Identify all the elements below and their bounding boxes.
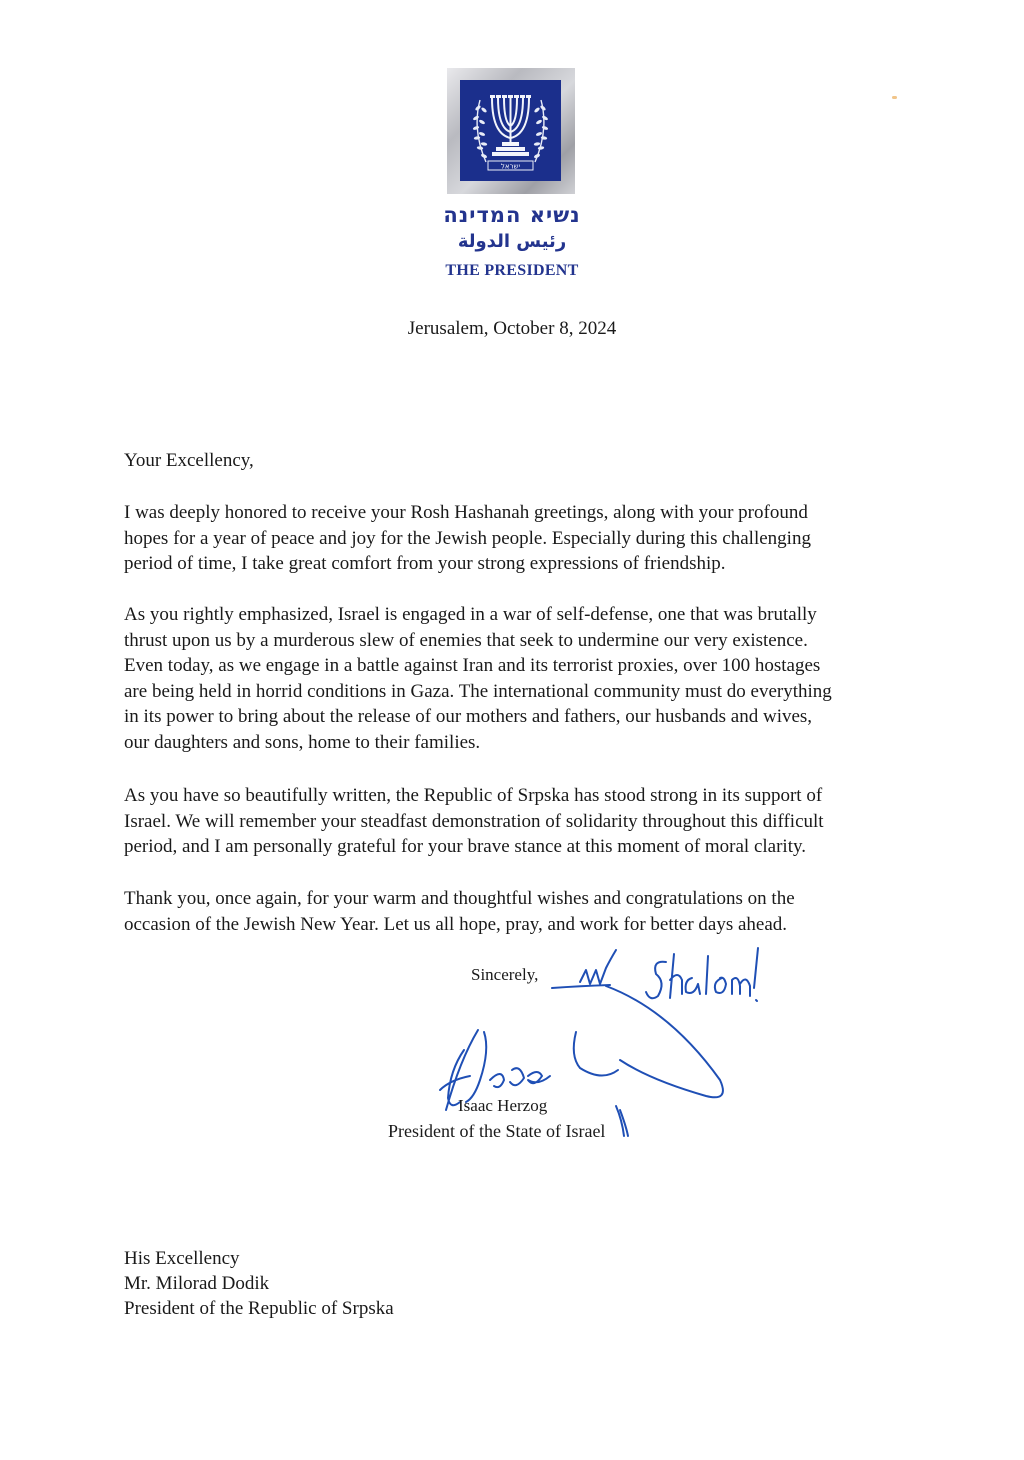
letterhead-title-arabic: رئيس الدولة xyxy=(457,231,567,252)
body-paragraph-2: As you rightly emphasized, Israel is engaged in a war of self-defense, one that was brutally thrust upon us by a murderous slew of enemies that seek to undermine our very existence. Even today, as we engage in a battle against Iran and its terrorist proxies, over 100 hostages are being held in horrid conditions in Gaza. The international community must do everything in its power to bring about the release of our mothers and fathers, our husbands and wives, our daughters and sons, home to their families. xyxy=(124,604,832,753)
body-paragraph-4: Thank you, once again, for your warm and thoughtful wishes and congratulations on the occasion of the Jewish New Year. Let us all hope, pray, and work for better days ahead. xyxy=(124,888,795,935)
emblem-inscription: ישראל xyxy=(500,162,521,171)
body-paragraph-3: As you have so beautifully written, the Republic of Srpska has stood strong in its support of Israel. We will remember your steadfast demonstration of solidarity throughout this difficult period, and I am personally grateful for your brave stance at this moment of moral clarity. xyxy=(124,785,824,857)
presidential-emblem xyxy=(447,68,575,194)
paper-speck xyxy=(892,96,897,99)
recipient-line-2: Mr. Milorad Dodik xyxy=(124,1273,270,1294)
signatory-title: President of the State of Israel xyxy=(388,1121,606,1141)
dateline: Jerusalem, October 8, 2024 xyxy=(407,318,617,339)
closing: Sincerely, xyxy=(471,965,539,984)
body-paragraph-1: I was deeply honored to receive your Rosh Hashanah greetings, along with your profound hopes for a year of peace and joy for the Jewish people. Especially during this challenging period of time, I take great comfort from your strong expressions of friendship. xyxy=(124,502,811,574)
signatory-name: Isaac Herzog xyxy=(458,1096,548,1115)
letterhead-title-hebrew: נשיא המדינה xyxy=(443,203,581,227)
recipient-line-3: President of the Republic of Srpska xyxy=(124,1298,394,1319)
salutation: Your Excellency, xyxy=(124,450,254,471)
recipient-line-1: His Excellency xyxy=(124,1248,240,1269)
emblem-of-israel-icon xyxy=(460,80,561,181)
letterhead-title-english: THE PRESIDENT xyxy=(445,262,579,279)
